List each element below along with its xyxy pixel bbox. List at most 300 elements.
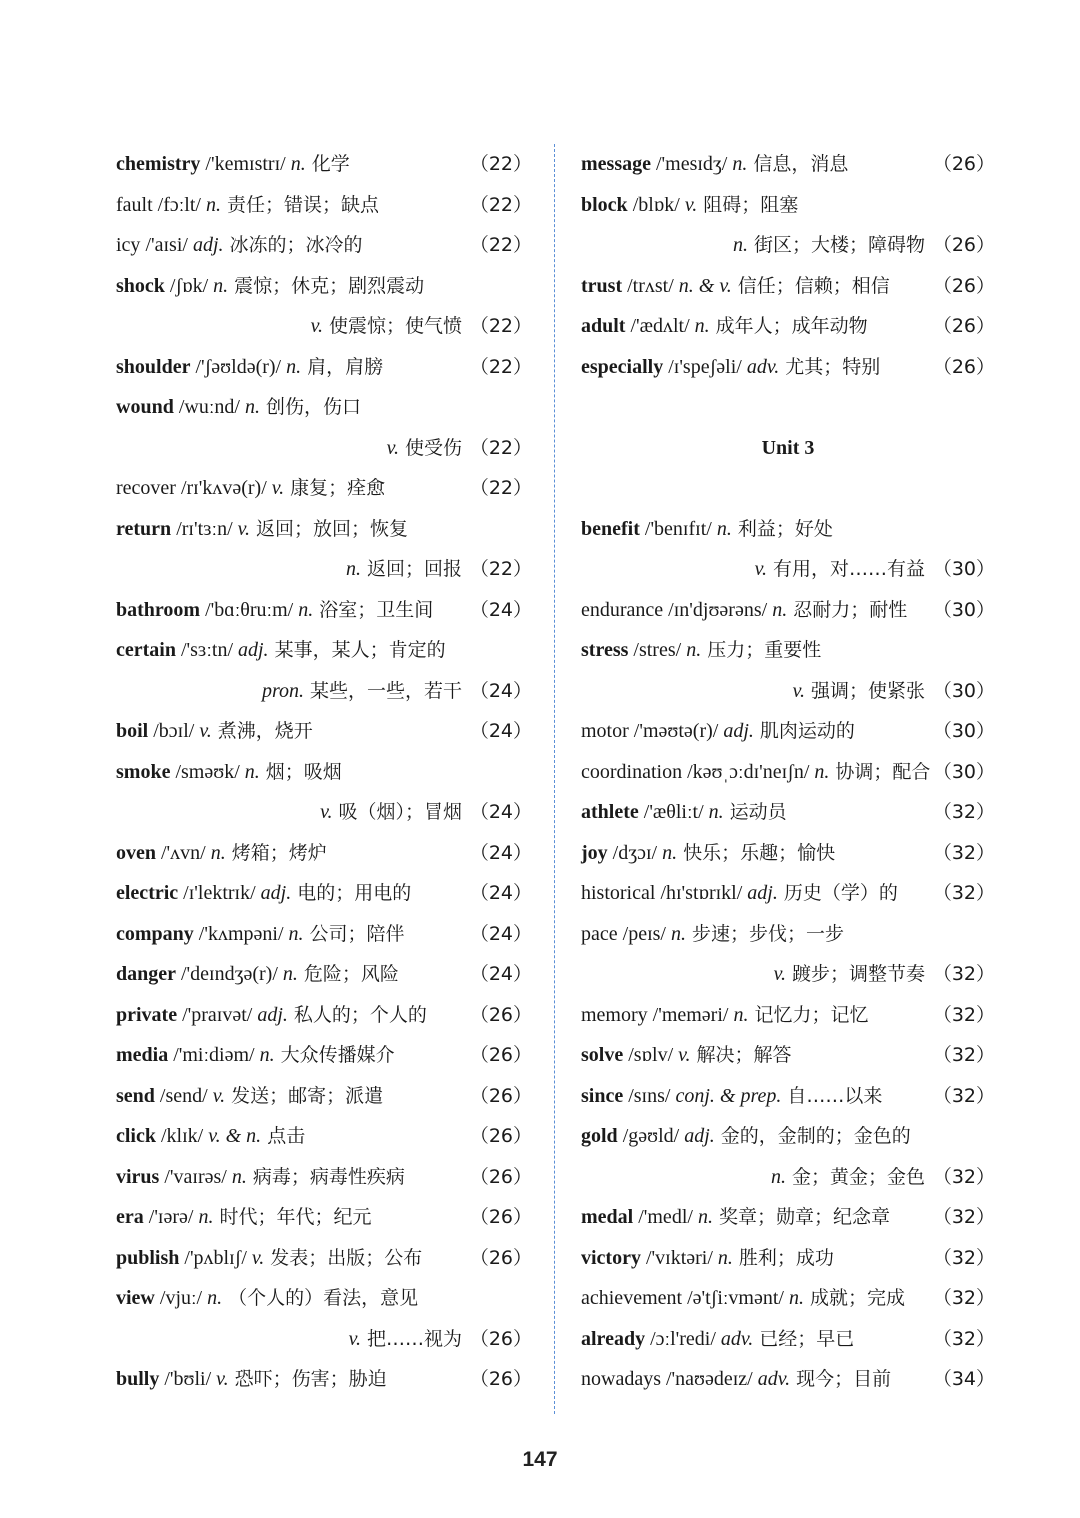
vocab-entry-continuation — [581, 225, 995, 266]
entry-part-of-speech: n. — [732, 153, 748, 175]
spacer — [581, 468, 995, 509]
entry-word: coordination — [581, 760, 683, 783]
vocab-entry — [581, 873, 995, 914]
entry-word: gold — [581, 1125, 618, 1147]
entry-word: historical — [581, 882, 656, 904]
entry-word: certain — [116, 639, 176, 661]
vocab-entry — [581, 1278, 995, 1319]
entry-meaning: 利益；好处 — [737, 517, 833, 540]
entry-text — [581, 1359, 891, 1400]
entry-part-of-speech: adj. — [192, 234, 224, 256]
vocab-entry — [581, 792, 995, 833]
entry-text — [116, 630, 446, 671]
entry-text — [581, 833, 835, 874]
entry-meaning: 快乐；乐趣；愉快 — [683, 841, 836, 864]
entry-part-of-speech: adj. — [747, 882, 778, 904]
entry-word: virus — [116, 1165, 160, 1188]
entry-phonetic: /'medl/ — [638, 1206, 693, 1228]
entry-phonetic: /klɪk/ — [161, 1125, 204, 1147]
entry-page-ref: （26） — [469, 1327, 532, 1350]
entry-phonetic: /'benɪfɪt/ — [644, 517, 712, 540]
entry-text — [311, 306, 462, 347]
entry-page-ref: （24） — [469, 801, 532, 823]
entry-word: send — [116, 1084, 155, 1107]
vocab-entry — [581, 1035, 995, 1076]
vocab-entry — [581, 1076, 995, 1117]
entry-page-ref: （30） — [932, 760, 995, 783]
entry-word: joy — [581, 841, 608, 864]
entry-word: trust — [581, 274, 623, 297]
entry-text — [346, 549, 462, 590]
entry-part-of-speech: adv. — [746, 355, 780, 378]
entry-text — [581, 711, 855, 752]
entry-page-ref: （30） — [932, 720, 995, 742]
entry-phonetic: /sməʊk/ — [175, 760, 240, 783]
column-divider — [554, 144, 555, 1414]
entry-text — [581, 752, 930, 793]
entry-phonetic: /'vɪktəri/ — [645, 1246, 713, 1269]
entry-part-of-speech: adj. — [684, 1125, 715, 1147]
vocab-entry — [581, 590, 995, 631]
entry-meaning: 返回；回报 — [366, 558, 462, 580]
entry-word: bathroom — [116, 598, 201, 621]
entry-text — [116, 1076, 383, 1117]
page-number: 147 — [522, 1448, 558, 1471]
entry-word: achievement — [581, 1287, 683, 1309]
entry-meaning: 胜利；成功 — [738, 1246, 834, 1269]
entry-phonetic: /'meməri/ — [652, 1003, 729, 1026]
vocab-entry — [581, 1319, 995, 1360]
entry-part-of-speech: n. — [814, 760, 830, 783]
entry-part-of-speech: n. — [213, 274, 229, 297]
entry-part-of-speech: n. — [298, 598, 314, 621]
entry-page-ref: （26） — [469, 1084, 532, 1107]
entry-page-ref: （32） — [932, 882, 995, 904]
entry-text — [581, 792, 787, 833]
vocab-entry — [581, 914, 995, 955]
entry-meaning: 信息，消息 — [753, 153, 849, 175]
entry-word: shoulder — [116, 355, 191, 378]
entry-phonetic: /'æθliːt/ — [643, 801, 704, 823]
entry-meaning: 金的，金制的；金色的 — [720, 1125, 911, 1147]
entry-page-ref: （26） — [932, 274, 995, 297]
entry-meaning: 尤其；特别 — [785, 355, 881, 378]
vocab-entry — [581, 833, 995, 874]
entry-page-ref: （24） — [469, 963, 532, 985]
vocab-entry — [116, 1197, 532, 1238]
entry-text — [116, 1359, 387, 1400]
entry-phonetic: /gəʊld/ — [622, 1125, 680, 1147]
entry-page-ref: （22） — [469, 477, 532, 499]
entry-word: medal — [581, 1206, 634, 1228]
vocab-entry — [581, 995, 995, 1036]
entry-word: motor — [581, 720, 629, 742]
entry-phonetic: /ɪn'djʊərəns/ — [668, 598, 768, 621]
entry-text — [581, 1319, 854, 1360]
entry-phonetic: /'naʊədeɪz/ — [665, 1368, 753, 1390]
entry-phonetic: /ʃɒk/ — [169, 274, 209, 297]
entry-part-of-speech: v. — [271, 477, 285, 499]
entry-part-of-speech: adv. — [720, 1327, 754, 1350]
vocab-column-right — [581, 144, 995, 1400]
entry-meaning: 把……视为 — [366, 1327, 462, 1350]
entry-page-ref: （32） — [932, 801, 995, 823]
entry-phonetic: /'mesɪdʒ/ — [655, 153, 728, 175]
entry-phonetic: /'aɪsi/ — [145, 234, 188, 256]
entry-phonetic: /ə'tʃiːvmənt/ — [687, 1287, 784, 1309]
entry-part-of-speech: n. — [662, 841, 678, 864]
entry-part-of-speech: n. — [694, 315, 710, 337]
entry-phonetic: /'məʊtə(r)/ — [633, 720, 719, 742]
entry-page-ref: （26） — [469, 1246, 532, 1269]
entry-word: era — [116, 1206, 144, 1228]
entry-meaning: 化学 — [311, 153, 350, 175]
entry-part-of-speech: n. — [770, 1165, 786, 1188]
entry-text — [581, 306, 868, 347]
vocab-entry — [116, 995, 532, 1036]
vocab-entry — [581, 509, 995, 550]
entry-part-of-speech: n. — [198, 1206, 214, 1228]
entry-phonetic: /stres/ — [633, 639, 682, 661]
entry-text — [581, 995, 868, 1036]
entry-part-of-speech: v. — [199, 720, 212, 742]
vocab-entry — [116, 954, 532, 995]
spacer — [581, 387, 995, 428]
entry-meaning: 恐吓；伤害；胁迫 — [234, 1368, 387, 1390]
entry-text — [581, 266, 890, 307]
entry-meaning: 责任；错误；缺点 — [226, 193, 379, 216]
entry-meaning: 吸（烟）；冒烟 — [338, 801, 462, 823]
entry-phonetic: /'pʌblɪʃ/ — [184, 1246, 247, 1269]
entry-page-ref: （32） — [932, 1287, 995, 1309]
vocab-entry — [116, 711, 532, 752]
entry-part-of-speech: n. — [733, 1003, 749, 1026]
entry-meaning: 大众传播媒介 — [280, 1044, 395, 1066]
entry-part-of-speech: v. & n. — [208, 1125, 262, 1147]
entry-meaning: 运动员 — [729, 801, 787, 823]
entry-text — [116, 1116, 305, 1157]
vocab-entry-continuation — [581, 1157, 995, 1198]
entry-page-ref: （26） — [469, 1368, 532, 1390]
entry-meaning: 使受伤 — [404, 436, 462, 459]
entry-word: smoke — [116, 760, 171, 783]
entry-phonetic: /wuːnd/ — [178, 396, 240, 418]
entry-text — [116, 954, 399, 995]
entry-meaning: 危险；风险 — [303, 963, 399, 985]
entry-page-ref: （32） — [932, 1165, 995, 1188]
entry-word: benefit — [581, 517, 640, 540]
vocab-entry — [581, 630, 995, 671]
entry-text — [116, 914, 405, 955]
entry-meaning: 私人的；个人的 — [293, 1003, 427, 1026]
entry-meaning: 成年人；成年动物 — [715, 315, 868, 337]
entry-phonetic: /send/ — [159, 1084, 208, 1107]
entry-word: recover — [116, 477, 176, 499]
entry-meaning: 某些，一些，若干 — [309, 679, 462, 702]
entry-page-ref: （26） — [932, 315, 995, 337]
entry-word: return — [116, 517, 172, 540]
entry-word: message — [581, 153, 651, 175]
entry-meaning: 协调；配合 — [835, 760, 931, 783]
entry-meaning: 信任；信赖；相信 — [737, 274, 890, 297]
entry-part-of-speech: n. — [716, 517, 732, 540]
vocab-entry — [581, 144, 995, 185]
entry-meaning: 踱步；调整节奏 — [791, 963, 925, 985]
entry-part-of-speech: n. — [670, 922, 686, 945]
entry-phonetic: /'vaɪrəs/ — [164, 1165, 227, 1188]
vocab-entry — [581, 185, 995, 226]
entry-phonetic: /'miːdiəm/ — [173, 1044, 255, 1066]
entry-word: click — [116, 1125, 156, 1147]
entry-meaning: 烤箱；烤炉 — [231, 841, 327, 864]
vocab-entry-continuation — [116, 549, 532, 590]
entry-phonetic: /ɪ'speʃəli/ — [668, 355, 742, 378]
entry-text — [262, 671, 462, 712]
entry-part-of-speech: v. — [251, 1246, 265, 1269]
entry-text — [116, 144, 350, 185]
entry-text — [116, 873, 411, 914]
entry-phonetic: /vjuː/ — [159, 1287, 203, 1309]
entry-text — [116, 387, 361, 428]
vocab-entry — [581, 1116, 995, 1157]
entry-page-ref: （30） — [932, 598, 995, 621]
entry-text — [387, 428, 462, 469]
entry-word: pace — [581, 922, 618, 945]
entry-meaning: 街区；大楼；障碍物 — [753, 234, 925, 256]
entry-page-ref: （26） — [469, 1044, 532, 1066]
entry-text — [116, 185, 379, 226]
entry-part-of-speech: v. — [212, 1084, 226, 1107]
entry-word: fault — [116, 193, 153, 216]
entry-text — [581, 1116, 911, 1157]
entry-text — [581, 590, 907, 631]
entry-phonetic: /rɪ'kʌvə(r)/ — [180, 477, 267, 499]
entry-word: electric — [116, 882, 179, 904]
vocab-entry — [116, 1076, 532, 1117]
vocab-entry — [116, 1238, 532, 1279]
vocab-entry-continuation — [581, 954, 995, 995]
entry-text — [116, 1278, 418, 1319]
entry-meaning: 电的；用电的 — [297, 882, 412, 904]
entry-meaning: 肌肉运动的 — [759, 720, 855, 742]
entry-part-of-speech: v. — [348, 1327, 361, 1350]
entry-text — [116, 1157, 405, 1198]
entry-word: already — [581, 1327, 646, 1350]
entry-word: danger — [116, 963, 176, 985]
entry-meaning: 点击 — [267, 1125, 306, 1147]
entry-phonetic: /'praɪvət/ — [182, 1003, 253, 1026]
entry-page-ref: （24） — [469, 882, 532, 904]
entry-text — [581, 347, 880, 388]
entry-part-of-speech: n. — [205, 193, 221, 216]
entry-text — [755, 549, 925, 590]
vocab-entry-continuation — [116, 428, 532, 469]
entry-meaning: 某事，某人；肯定的 — [274, 639, 446, 661]
entry-part-of-speech: n. — [772, 598, 788, 621]
entry-text — [774, 954, 925, 995]
entry-phonetic: /bɔɪl/ — [153, 720, 195, 742]
entry-text — [116, 1035, 395, 1076]
unit-heading: Unit 3 — [761, 436, 815, 459]
entry-page-ref: （34） — [932, 1368, 995, 1390]
entry-part-of-speech: n. — [286, 355, 302, 378]
vocab-entry — [116, 225, 532, 266]
entry-phonetic: /rɪ'tɜːn/ — [176, 517, 233, 540]
entry-part-of-speech: n. — [207, 1287, 223, 1309]
entry-meaning: 浴室；卫生间 — [319, 598, 434, 621]
entry-page-ref: （22） — [469, 436, 532, 459]
entry-part-of-speech: v. — [773, 963, 786, 985]
entry-phonetic: /peɪs/ — [622, 922, 666, 945]
vocab-entry — [581, 306, 995, 347]
entry-word: company — [116, 922, 194, 945]
entry-text — [116, 711, 313, 752]
entry-meaning: 历史（学）的 — [783, 882, 898, 904]
entry-meaning: 震惊；休克；剧烈震动 — [234, 274, 425, 297]
entry-meaning: 病毒；病毒性疾病 — [252, 1165, 405, 1188]
entry-word: icy — [116, 234, 141, 256]
entry-part-of-speech: n. — [686, 639, 702, 661]
entry-text — [116, 225, 363, 266]
entry-page-ref: （26） — [469, 1206, 532, 1228]
entry-text — [116, 590, 433, 631]
entry-page-ref: （26） — [932, 153, 995, 175]
entry-page-ref: （22） — [469, 355, 532, 378]
entry-word: boil — [116, 720, 149, 742]
entry-meaning: 公司；陪伴 — [309, 922, 405, 945]
entry-text — [116, 1197, 371, 1238]
entry-text — [116, 509, 408, 550]
entry-page-ref: （26） — [469, 1125, 532, 1147]
entry-phonetic: /'ʃəʊldə(r)/ — [195, 355, 282, 378]
entry-word: victory — [581, 1246, 641, 1269]
vocab-entry-continuation — [116, 1319, 532, 1360]
entry-word: oven — [116, 841, 156, 864]
entry-phonetic: /'ʌvn/ — [161, 841, 206, 864]
entry-page-ref: （30） — [932, 558, 995, 580]
entry-phonetic: /ɪ'lektrɪk/ — [183, 882, 256, 904]
entry-phonetic: /kəʊˌɔːdɪ'neɪʃn/ — [687, 760, 810, 783]
entry-part-of-speech: v. — [754, 558, 767, 580]
entry-text — [320, 792, 462, 833]
entry-meaning: 已经；早已 — [759, 1327, 855, 1350]
entry-word: private — [116, 1003, 178, 1026]
entry-word: memory — [581, 1003, 648, 1026]
entry-phonetic: /ɔːl'redi/ — [650, 1327, 716, 1350]
entry-meaning: 时代；年代；纪元 — [219, 1206, 372, 1228]
entry-part-of-speech: n. — [231, 1165, 247, 1188]
entry-page-ref: （32） — [932, 1044, 995, 1066]
entry-word: wound — [116, 396, 174, 418]
entry-meaning: 阻碍；阻塞 — [703, 193, 799, 216]
entry-text — [771, 1157, 925, 1198]
entry-text — [116, 347, 383, 388]
entry-meaning: 成就；完成 — [809, 1287, 905, 1309]
entry-part-of-speech: n. — [244, 396, 260, 418]
entry-part-of-speech: n. — [210, 841, 226, 864]
entry-word: publish — [116, 1246, 180, 1269]
entry-meaning: 自……以来 — [787, 1084, 883, 1107]
entry-part-of-speech: v. — [310, 315, 323, 337]
entry-meaning: （个人的）看法，意见 — [228, 1287, 419, 1309]
entry-page-ref: （24） — [469, 922, 532, 945]
entry-phonetic: /'kʌmpəni/ — [198, 922, 284, 945]
entry-word: nowadays — [581, 1368, 661, 1390]
entry-meaning: 肩，肩膀 — [307, 355, 384, 378]
entry-text — [116, 752, 342, 793]
vocab-entry — [116, 387, 532, 428]
vocab-entry — [116, 630, 532, 671]
vocab-entry-continuation — [116, 306, 532, 347]
entry-part-of-speech: n. — [244, 760, 260, 783]
vocab-entry — [116, 1278, 532, 1319]
vocab-entry — [116, 590, 532, 631]
entry-phonetic: /'sɜːtn/ — [180, 639, 233, 661]
entry-page-ref: （26） — [469, 1003, 532, 1026]
entry-part-of-speech: n. — [345, 558, 361, 580]
entry-meaning: 使震惊；使气愤 — [328, 315, 462, 337]
vocab-entry — [116, 347, 532, 388]
entry-meaning: 康复；痊愈 — [290, 477, 386, 499]
entry-phonetic: /'deɪndʒə(r)/ — [181, 963, 278, 985]
entry-meaning: 发表；出版；公布 — [270, 1246, 423, 1269]
vocab-entry — [116, 185, 532, 226]
entry-part-of-speech: adj. — [257, 1003, 288, 1026]
entry-page-ref: （24） — [469, 598, 532, 621]
entry-meaning: 现今；目前 — [796, 1368, 892, 1390]
entry-meaning: 步速；步伐；一步 — [691, 922, 844, 945]
entry-meaning: 奖章；勋章；纪念章 — [718, 1206, 890, 1228]
entry-part-of-speech: n. — [282, 963, 298, 985]
entry-page-ref: （32） — [932, 963, 995, 985]
entry-meaning: 压力；重要性 — [707, 639, 822, 661]
entry-phonetic: /'ædʌlt/ — [630, 315, 690, 337]
entry-word: especially — [581, 355, 664, 378]
entry-text — [116, 833, 327, 874]
entry-page-ref: （26） — [932, 355, 995, 378]
vocab-entry — [116, 144, 532, 185]
entry-phonetic: /'bʊli/ — [164, 1368, 212, 1390]
entry-text — [581, 1035, 792, 1076]
entry-text — [581, 914, 844, 955]
entry-meaning: 解决；解答 — [696, 1044, 792, 1066]
entry-part-of-speech: v. — [792, 679, 805, 702]
entry-part-of-speech: n. — [708, 801, 724, 823]
entry-word: stress — [581, 639, 629, 661]
entry-part-of-speech: pron. — [261, 679, 304, 702]
vocab-entry — [116, 1157, 532, 1198]
entry-word: block — [581, 193, 628, 216]
entry-page-ref: （26） — [932, 234, 995, 256]
entry-meaning: 强调；使紧张 — [810, 679, 925, 702]
entry-text — [733, 225, 925, 266]
vocab-entry-continuation — [581, 671, 995, 712]
entry-phonetic: /sɒlv/ — [628, 1044, 674, 1066]
entry-part-of-speech: v. — [216, 1368, 229, 1390]
entry-part-of-speech: v. — [678, 1044, 691, 1066]
vocab-entry — [116, 914, 532, 955]
entry-part-of-speech: conj. & prep. — [675, 1084, 782, 1107]
entry-phonetic: /hɪ'stɒrɪkl/ — [660, 882, 743, 904]
entry-part-of-speech: n. — [717, 1246, 733, 1269]
entry-text — [581, 1076, 882, 1117]
entry-part-of-speech: n. — [697, 1206, 713, 1228]
entry-text — [581, 185, 798, 226]
entry-meaning: 有用，对……有益 — [772, 558, 925, 580]
entry-word: chemistry — [116, 153, 201, 175]
entry-page-ref: （22） — [469, 193, 532, 216]
entry-part-of-speech: n. — [290, 153, 306, 175]
